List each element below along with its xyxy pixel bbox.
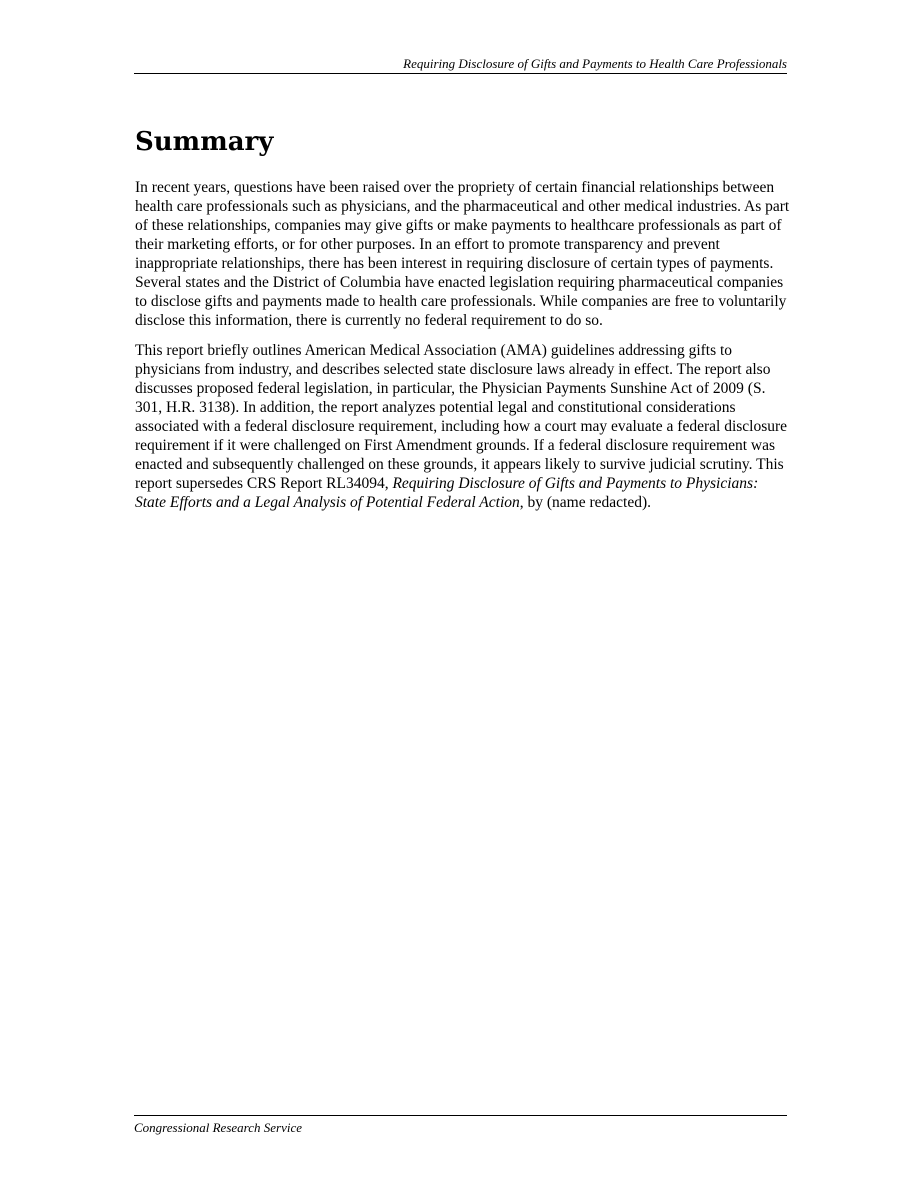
summary-body bbox=[135, 178, 790, 523]
page-title: Summary bbox=[135, 127, 274, 157]
summary-paragraph-2 bbox=[135, 341, 790, 512]
paragraph-2-text-before: This report briefly outlines American Medical Association (AMA) guidelines addressing gifts to physicians from industry, and describes selected state disclosure laws already in effect. The report also discusses proposed federal legislation, in particular, the Physician Payments Sunshine Act of 2009 (S. 301, H.R. 3138). In addition, the report analyzes potential legal and constitutional considerations associated with a federal disclosure requirement, including how a court may evaluate a federal disclosure requirement if it were challenged on First Amendment grounds. If a federal disclosure requirement was enacted and subsequently challenged on these grounds, it appears likely to survive judicial scrutiny. This report supersedes CRS Report RL34094, bbox=[135, 342, 788, 492]
running-footer: Congressional Research Service bbox=[134, 1115, 787, 1136]
paragraph-2-text-after: , by (name redacted). bbox=[519, 494, 652, 511]
summary-paragraph-1: In recent years, questions have been raised over the propriety of certain financial relationships between health care professionals such as physicians, and the pharmaceutical and other medical industries. As part of these relationships, companies may give gifts or make payments to healthcare professionals as part of their marketing efforts, or for other purposes. In an effort to promote transparency and prevent inappropriate relationships, there has been interest in requiring disclosure of certain types of payments. Several states and the District of Columbia have enacted legislation requiring pharmaceutical companies to disclose gifts and payments made to health care professionals. While companies are free to voluntarily disclose this information, there is currently no federal requirement to do so. bbox=[135, 179, 790, 329]
superseded-report-title: Requiring Disclosure of Gifts and Payments to Physicians: State Efforts and a Legal Analysis of Potential Federal Action bbox=[135, 475, 759, 511]
running-header: Requiring Disclosure of Gifts and Payments to Health Care Professionals bbox=[134, 56, 787, 74]
